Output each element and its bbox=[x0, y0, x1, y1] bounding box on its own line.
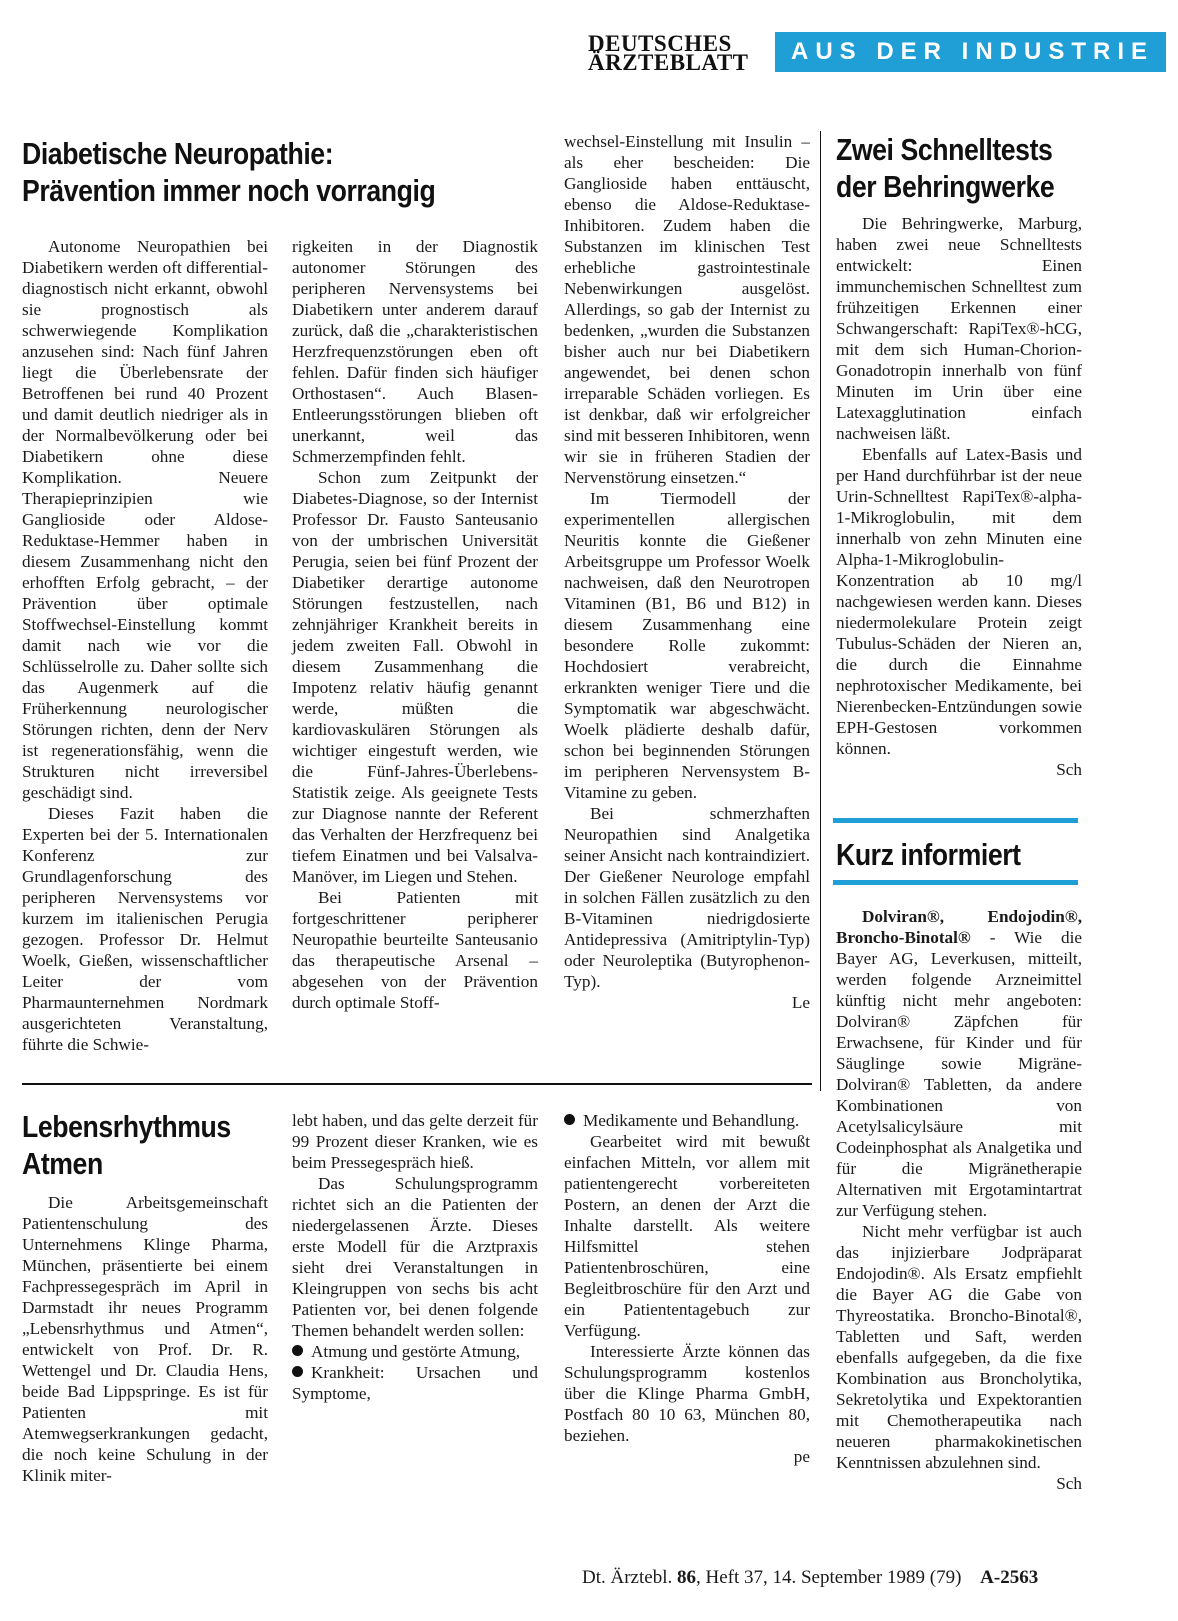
page-number: A-2563 bbox=[980, 1567, 1039, 1588]
article4-col3-para: Interessierte Ärzte können das Schulungsprogramm kostenlos über die Klinge Pharma GmbH, Postfach 80 10 63, München 80, beziehen. bbox=[564, 1342, 810, 1445]
article1-col3-para: Bei schmerzhaften Neuropathien sind Analgetika seiner Ansicht nach kontraindiziert. Der Gießener Neurologe empfahl in solchen Fällen zusätzlich zu den B-Vitaminen niedrigdosierte Antidepressiva (Amitriptylin-Typ) oder Neuroleptika (Butyrophenon-Typ). bbox=[564, 804, 810, 991]
article2-para: Die Behringwerke, Marburg, haben zwei neue Schnelltests entwickelt: Einen immunchemischen Schnelltest zum frühzeitigen Erkennen einer Schwangerschaft: RapiTex®-hCG, mit dem sich Human-Chorion-Gonadotropin innerhalb von fünf Minuten im Urin über eine Latexagglutination einfach nachweisen läßt. bbox=[836, 214, 1082, 443]
article1-col1-para: Dieses Fazit haben die Experten bei der 5. Internationalen Konferenz zur Grundlagenforschung des peripheren Nervensystems vor kurzem im italienischen Perugia gezogen. Professor Dr. Helmut Woelk, Gießen, wissenschaftlicher Leiter der vom Pharmaunternehmen Nordmark ausgerichteten Veranstaltung, führte die Schwie- bbox=[22, 804, 268, 1054]
article1-col2-para: Schon zum Zeitpunkt der Diabetes-Diagnose, so der Internist Professor Dr. Fausto Santeusanio von der umbrischen Universität Perugia, seien bei fünf Prozent der Diabetiker derartige autonome Störungen festzustellen, nach zehnjähriger Krankheit bereits in jedem zweiten Fall. Obwohl in diesem Zusammenhang die Impotenz relativ häufig genannt werde, müßten die kardiovaskulären Störungen als wichtiger eingestuft werden, wie die Fünf-Jahres-Überlebens-Statistik zeige. Als geeignete Tests zur Diagnose nannte der Referent das Verhalten der Herzfrequenz bei tiefem Einatmen und bei Valsalva-Manöver, im Liegen und Stehen. bbox=[292, 468, 538, 886]
article1-col1-para: Autonome Neuropathien bei Diabetikern werden oft differential-diagnostisch nicht erkannt, obwohl sie prognostisch als schwerwiegende Komplikation anzusehen sind: Nach fünf Jahren liegt die Überlebensrate der Betroffenen bei rund 40 Prozent und damit deutlich niedriger als in der Normalbevölkerung oder bei Diabetikern ohne diese Komplikation. Neuere Therapieprinzipien wie Ganglioside oder Aldose-Reduktase-Hemmer haben in diesem Zusammenhang nicht den erhofften Erfolg gebracht, – der Prävention über optimale Stoffwechsel-Einstellung kommt damit nach wie vor die Schlüsselrolle zu. Daher sollte sich das Augenmerk auf die Früherkennung neurologischer Störungen richten, denn der Nerv ist regenerationsfähig, wenn die Strukturen nicht irreversibel geschädigt sind. bbox=[22, 237, 268, 802]
article4-column1 bbox=[22, 1192, 268, 1486]
article1-col2-para: Bei Patienten mit fortgeschrittener peripherer Neuropathie beurteilte Santeusanio das therapeutische Arsenal – abgesehen von der Prävention durch optimale Stoff- bbox=[292, 888, 538, 1012]
bullet-item: Medikamente und Behandlung. bbox=[564, 1110, 810, 1131]
article1-col2-para: rigkeiten in der Diagnostik autonomer Störungen des peripheren Nervensystems bei Diabetikern unter anderem darauf zurück, daß die „charakteristischen Herzfrequenzstörungen eben oft fehlen. Dafür finden sich häufiger Orthostasen“. Auch Blasen-Entleerungsstörungen blieben oft unerkannt, weil das Schmerzempfinden fehlt. bbox=[292, 237, 538, 466]
masthead-line2: ÄRZTEBLATT bbox=[588, 50, 749, 75]
masthead-logo bbox=[588, 31, 760, 75]
article4-column3 bbox=[564, 1110, 810, 1467]
bullet-item: Atmung und gestörte Atmung, bbox=[292, 1341, 538, 1362]
article3-signature: Sch bbox=[1056, 1474, 1082, 1493]
article3-top-rule bbox=[833, 818, 1078, 823]
article4-column2 bbox=[292, 1110, 538, 1404]
article2-para: Ebenfalls auf Latex-Basis und per Hand durchführbar ist der neue Urin-Schnelltest RapiTex®-alpha-1-Mikroglobulin, mit dem innerhalb von zehn Minuten eine Alpha-1-Mikroglobulin-Konzentration ab 10 mg/l nachgewiesen werden kann. Dieses niedermolekulare Protein zeigt Tubulus-Schäden der Nieren an, die durch die Einnahme nephrotoxischer Medikamente, bei Nierenbecken-Entzündungen sowie EPH-Gestosen vorkommen können. bbox=[836, 445, 1082, 758]
article4-headline bbox=[22, 1108, 231, 1182]
article1-column1 bbox=[22, 236, 268, 1055]
article2-body bbox=[836, 213, 1082, 780]
footer-prefix: Dt. Ärztebl. bbox=[582, 1567, 677, 1588]
section-banner: AUS DER INDUSTRIE bbox=[775, 32, 1166, 72]
article4-headline-line1: Lebensrhythmus bbox=[22, 1109, 231, 1144]
article2-signature: Sch bbox=[1056, 760, 1082, 779]
page-footer bbox=[582, 1567, 1162, 1589]
article2-headline-line2: der Behringwerke bbox=[836, 169, 1055, 204]
article4-col2-para: lebt haben, und das gelte derzeit für 99 Prozent dieser Kranken, wie es beim Pressegespräch hieß. bbox=[292, 1111, 538, 1172]
article1-col3-para: wechsel-Einstellung mit Insulin – als eher bescheiden: Die Ganglioside haben enttäuscht, ebenso die Aldose-Reduktase-Inhibitoren. Zudem haben die Substanzen im klinischen Test erhebliche gastrointestinale Nebenwirkungen ausgelöst. Allerdings, so gab der Internist zu bedenken, „wurden die Substanzen bisher auch nur bei Diabetikern angewendet, bei denen schon irreparable Schäden vorliegen. Es ist denkbar, daß wir erfolgreicher sind mit besseren Inhibitoren, wenn wir sie in früheren Stadien der Nervenstörung einsetzen.“ bbox=[564, 132, 810, 487]
article1-col3-para: Im Tiermodell der experimentellen allergischen Neuritis konnte die Gießener Arbeitsgruppe um Professor Woelk nachweisen, daß den Neurotropen Vitaminen (B1, B6 und B12) in diesem Zusammenhang eine besondere Rolle zukommt: Hochdosiert verabreicht, erkrankten weniger Tiere und die Symptomatik war abgeschwächt. Woelk plädierte deshalb dafür, schon bei beginnenden Störungen im peripheren Nervensystem B-Vitamine zu geben. bbox=[564, 489, 810, 802]
bullet-icon bbox=[564, 1114, 575, 1125]
article4-signature: pe bbox=[793, 1447, 810, 1466]
article1-headline-line1: Diabetische Neuropathie: bbox=[22, 136, 334, 171]
bullet-icon bbox=[292, 1345, 303, 1356]
article1-signature: Le bbox=[791, 993, 810, 1012]
article4-top-rule bbox=[22, 1083, 812, 1085]
masthead-line1: DEUTSCHES bbox=[588, 31, 732, 56]
article4-col2-para: Das Schulungsprogramm richtet sich an die Patienten der niedergelassenen Ärzte. Dieses erste Modell für die Arztpraxis sieht drei Veranstaltungen in Kleingruppen von sechs bis acht Patienten vor, bei denen folgende Themen behandelt werden sollen: bbox=[292, 1174, 538, 1340]
article3-para: Nicht mehr verfügbar ist auch das injizierbare Jodpräparat Endojodin®. Als Ersatz empfiehlt die Bayer AG die Gabe von Thyreostatika. Broncho-Binotal®, Tabletten und Saft, werden ebenfalls aufgegeben, da die fixe Kombination aus Broncholytika, Sekretolytika und Expektorantien mit Chemotherapeutika nach neueren pharmakokinetischen Kenntnissen abzulehnen sind. bbox=[836, 1222, 1082, 1472]
article4-col1-para: Die Arbeitsgemeinschaft Patientenschulung des Unternehmens Klinge Pharma, München, präsentierte bei einem Fachpressegespräch im April in Darmstadt ihr neues Programm „Lebensrhythmus und Atmen“, entwickelt von Prof. Dr. R. Wettengel und Dr. Claudia Hens, beide Bad Lippspringe. Es ist für Patienten mit Atemwegserkrankungen gedacht, die noch keine Schulung in der Klinik miter- bbox=[22, 1193, 268, 1485]
article3-headline: Kurz informiert bbox=[836, 837, 1021, 872]
footer-issue: , Heft 37, 14. September 1989 (79) bbox=[695, 1567, 962, 1588]
article3-lead-bold: Dolviran®, Endojodin®, Broncho-Binotal® bbox=[836, 907, 1082, 947]
article2-headline bbox=[836, 131, 1054, 205]
article1-column2 bbox=[292, 236, 538, 1013]
bullet-item: Krankheit: Ursachen und Symptome, bbox=[292, 1363, 538, 1403]
bullet-icon bbox=[292, 1366, 303, 1377]
footer-volume: 86 bbox=[676, 1567, 696, 1588]
article3-bottom-rule bbox=[833, 880, 1078, 885]
article3-body bbox=[836, 906, 1082, 1494]
article2-headline-line1: Zwei Schnelltests bbox=[836, 132, 1053, 167]
article3-lead-text: - Wie die Bayer AG, Leverkusen, mitteilt, werden folgende Arzneimittel künftig nicht mehr angeboten: Dolviran® Zäpfchen für Erwachsene, für Kinder und für Säuglinge sowie Migräne-Dolviran® Tabletten, da andere Kombinationen von Acetylsalicylsäure mit Codeinphosphat als Analgetika und für die Migränetherapie Alternativen mit Ergotamintartrat zur Verfügung stehen. bbox=[836, 928, 1082, 1220]
article1-headline-line2: Prävention immer noch vorrangig bbox=[22, 173, 436, 208]
column-divider bbox=[820, 131, 821, 1091]
article1-headline bbox=[22, 135, 435, 209]
article4-col3-para: Gearbeitet wird mit bewußt einfachen Mitteln, vor allem mit patientengerecht vorbereiteten Postern, an denen der Arzt die Inhalte darstellt. Als weitere Hilfsmittel stehen Patientenbroschüren, eine Begleitbroschüre für den Arzt und ein Patiententagebuch zur Verfügung. bbox=[564, 1132, 810, 1340]
article4-headline-line2: Atmen bbox=[22, 1146, 103, 1181]
article1-column3 bbox=[564, 131, 810, 1013]
